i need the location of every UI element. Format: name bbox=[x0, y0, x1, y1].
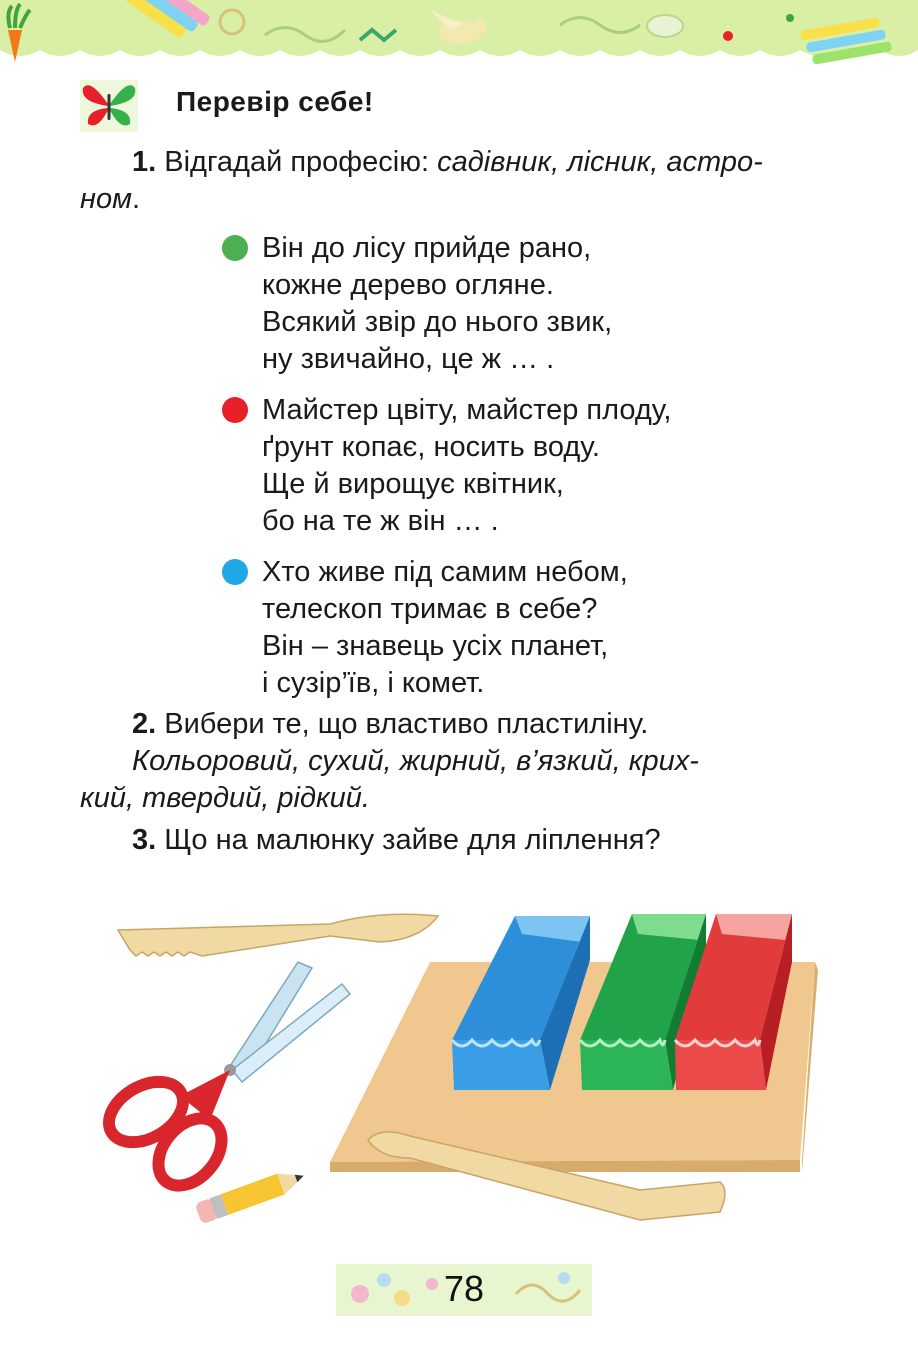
page-number: 78 bbox=[443, 1268, 485, 1309]
task-2-number: 2. bbox=[132, 708, 157, 740]
riddle-line: ну звичайно, це ж … . bbox=[262, 343, 555, 375]
cloud-icon bbox=[647, 15, 683, 37]
task-1-options-cont: ном bbox=[80, 183, 132, 215]
task-1 bbox=[80, 144, 840, 218]
riddle-3 bbox=[222, 554, 628, 702]
riddle-line: бо на те ж він … . bbox=[262, 505, 499, 537]
riddle-line: ґрунт копає, носить воду. bbox=[262, 431, 600, 463]
riddle-1 bbox=[222, 230, 612, 378]
dot-icon bbox=[723, 31, 733, 41]
riddle-line: телескоп тримає в себе? bbox=[262, 593, 598, 625]
green-dot-icon bbox=[222, 235, 248, 261]
task-1-end: . bbox=[131, 183, 141, 215]
scissors-icon bbox=[98, 962, 350, 1198]
riddle-line: Він – знавець усіх планет, bbox=[262, 630, 609, 662]
riddle-line: Ще й вирощує квітник, bbox=[262, 468, 564, 500]
task-3-number: 3. bbox=[132, 824, 157, 856]
task-2-text: Вибери те, що властиво пластиліну. bbox=[156, 708, 649, 740]
modeling-tools-illustration bbox=[80, 890, 840, 1240]
task-3 bbox=[80, 822, 840, 859]
task-2-options: Кольоровий, сухий, жирний, в’язкий, крих- bbox=[132, 745, 699, 777]
riddle-line: і сузір’їв, і комет. bbox=[262, 667, 485, 699]
stack-tool-top bbox=[118, 914, 438, 956]
riddle-line: Всякий звір до нього звик, bbox=[262, 306, 613, 338]
blue-dot-icon bbox=[222, 559, 248, 585]
riddle-line: Він до лісу прийде рано, bbox=[262, 232, 592, 264]
task-1-number: 1. bbox=[132, 146, 157, 178]
task-1-text: Відгадай професію: bbox=[156, 146, 438, 178]
section-heading bbox=[80, 80, 840, 136]
riddle-line: Майстер цвіту, майстер плоду, bbox=[262, 394, 672, 426]
red-dot-icon bbox=[222, 397, 248, 423]
page-title: Перевір себе! bbox=[176, 86, 374, 117]
task-1-options: садівник, лісник, астро- bbox=[437, 146, 763, 178]
task-2 bbox=[80, 706, 840, 817]
riddle-line: Хто живе під самим небом, bbox=[262, 556, 628, 588]
task-3-text: Що на малюнку зайве для ліплення? bbox=[156, 824, 661, 856]
butterfly-icon bbox=[80, 80, 138, 132]
task-2-options-cont: кий, твердий, рідкий. bbox=[80, 782, 370, 814]
riddle-2 bbox=[222, 392, 671, 540]
decorative-banner bbox=[0, 0, 918, 70]
riddle-line: кожне дерево огляне. bbox=[262, 269, 554, 301]
